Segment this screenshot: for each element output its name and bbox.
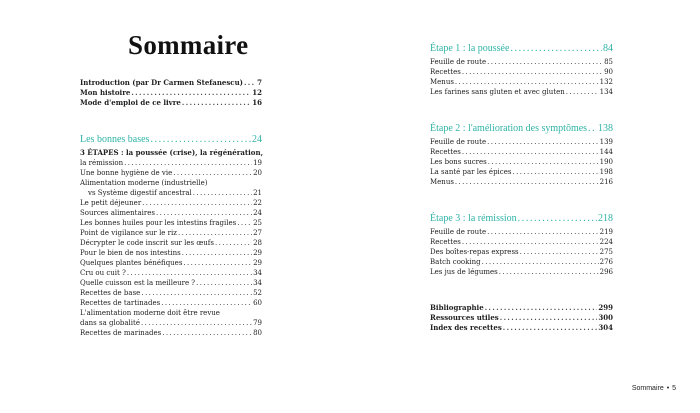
section-heading-page: 138 bbox=[598, 123, 613, 134]
toc-entry[interactable] bbox=[80, 238, 262, 248]
leader-dots bbox=[588, 123, 597, 135]
page-number: 5 bbox=[672, 385, 676, 392]
toc-entry-page: 90 bbox=[604, 68, 613, 76]
leader-dots bbox=[161, 298, 252, 308]
toc-entry-label: Bibliographie bbox=[430, 303, 484, 312]
toc-entry-page: 29 bbox=[253, 249, 262, 257]
toc-entry-label: la rémission bbox=[80, 159, 124, 167]
leader-dots bbox=[124, 158, 252, 168]
leader-dots bbox=[566, 87, 599, 97]
footer-bullet: • bbox=[666, 385, 670, 392]
leader-dots bbox=[183, 258, 252, 268]
toc-entry-label: Recettes bbox=[430, 238, 461, 246]
leader-dots bbox=[141, 318, 252, 328]
toc-entry-page: 29 bbox=[253, 259, 262, 267]
leader-dots bbox=[487, 227, 599, 237]
toc-entry[interactable] bbox=[430, 77, 613, 87]
toc-entry-page: 21 bbox=[253, 189, 262, 197]
toc-entry-page: 24 bbox=[253, 209, 262, 217]
toc-entry[interactable] bbox=[430, 257, 613, 267]
toc-entry-label: Index des recettes bbox=[430, 323, 502, 332]
leader-dots bbox=[237, 218, 252, 228]
toc-entry-page: 25 bbox=[253, 219, 262, 227]
leader-dots bbox=[150, 134, 251, 146]
toc-entry-label: Recettes de base bbox=[80, 289, 141, 297]
toc-entry-page: 190 bbox=[599, 158, 613, 166]
leader-dots bbox=[182, 98, 251, 108]
toc-entry[interactable] bbox=[430, 157, 613, 167]
leader-dots bbox=[482, 257, 599, 267]
leader-dots bbox=[462, 237, 599, 247]
toc-entry-label: Quelques plantes bénéfiques bbox=[80, 259, 183, 267]
leader-dots bbox=[173, 168, 252, 178]
section-heading-label: Étape 3 : la rémission bbox=[430, 213, 517, 224]
toc-entry-page: 275 bbox=[599, 248, 613, 256]
leader-dots bbox=[142, 198, 252, 208]
leader-dots bbox=[215, 238, 252, 248]
toc-entry-label: Les bonnes huiles pour les intestins fragiles bbox=[80, 219, 237, 227]
toc-entry-label: dans sa globalité bbox=[80, 319, 140, 327]
toc-entry-label: Point de vigilance sur le riz bbox=[80, 229, 177, 237]
leader-dots bbox=[131, 88, 251, 98]
leader-dots bbox=[518, 213, 597, 225]
toc-entry[interactable] bbox=[80, 208, 262, 218]
leader-dots bbox=[156, 208, 252, 218]
section-heading-bonnes-bases[interactable] bbox=[80, 134, 262, 146]
toc-entry[interactable] bbox=[80, 248, 262, 258]
leader-dots bbox=[487, 137, 599, 147]
toc-entry[interactable] bbox=[80, 328, 262, 338]
toc-entry-continued[interactable]: L'alimentation moderne doit être revue bbox=[80, 309, 220, 317]
toc-entry-label: Ressources utiles bbox=[430, 313, 499, 322]
toc-entry-label: Sources alimentaires bbox=[80, 209, 155, 217]
toc-entry[interactable] bbox=[80, 188, 262, 198]
leader-dots bbox=[499, 267, 599, 277]
toc-entry[interactable] bbox=[430, 137, 613, 147]
toc-entry[interactable] bbox=[80, 288, 262, 298]
toc-entry-page: 28 bbox=[253, 239, 262, 247]
toc-entry-label: Les jus de légumes bbox=[430, 268, 498, 276]
etape1-group bbox=[430, 43, 613, 97]
leader-dots bbox=[462, 147, 599, 157]
toc-entry[interactable] bbox=[80, 258, 262, 268]
toc-left-column bbox=[80, 78, 262, 338]
toc-entry-continued[interactable]: 3 ÉTAPES : la poussée (crise), la régénération, bbox=[80, 148, 264, 157]
toc-entry-label: Introduction (par Dr Carmen Stefanescu) bbox=[80, 78, 243, 87]
toc-entry[interactable] bbox=[430, 177, 613, 187]
toc-entry-page: 85 bbox=[604, 58, 613, 66]
leader-dots bbox=[127, 268, 252, 278]
toc-entry[interactable] bbox=[80, 88, 262, 98]
toc-entry[interactable] bbox=[430, 147, 613, 157]
toc-entry-label: Une bonne hygiène de vie bbox=[80, 169, 173, 177]
toc-entry[interactable] bbox=[430, 57, 613, 67]
section-heading-etape2[interactable] bbox=[430, 123, 613, 135]
section-heading-page: 218 bbox=[598, 213, 613, 224]
toc-entry-page: 304 bbox=[598, 323, 613, 332]
toc-entry[interactable] bbox=[80, 158, 262, 168]
toc-entry-page: 22 bbox=[253, 199, 262, 207]
leader-dots bbox=[462, 67, 603, 77]
toc-entry[interactable] bbox=[430, 227, 613, 237]
section-heading-etape1[interactable] bbox=[430, 43, 613, 55]
toc-entry[interactable] bbox=[80, 78, 262, 88]
toc-entry-page: 132 bbox=[599, 78, 613, 86]
leader-dots bbox=[182, 248, 252, 258]
toc-entry-label: Mode d'emploi de ce livre bbox=[80, 98, 181, 107]
leader-dots bbox=[244, 78, 256, 88]
section-heading-label: Étape 2 : l'amélioration des symptômes bbox=[430, 123, 588, 134]
leader-dots bbox=[485, 303, 598, 313]
toc-entry-page: 198 bbox=[599, 168, 613, 176]
toc-entry-label: Le petit déjeuner bbox=[80, 199, 142, 207]
toc-entry-page: 134 bbox=[599, 88, 613, 96]
toc-entry-label: Les farines sans gluten et avec gluten bbox=[430, 88, 565, 96]
annexes-group bbox=[430, 303, 613, 333]
toc-entry-page: 79 bbox=[253, 319, 262, 327]
section-heading-label: Les bonnes bases bbox=[80, 134, 150, 145]
toc-entry-page: 299 bbox=[598, 303, 613, 312]
section-heading-page: 84 bbox=[603, 43, 613, 54]
section-heading-page: 24 bbox=[252, 134, 262, 145]
leader-dots bbox=[196, 278, 252, 288]
leader-dots bbox=[503, 323, 598, 333]
toc-right-column bbox=[430, 43, 613, 333]
leader-dots bbox=[487, 57, 603, 67]
toc-entry[interactable] bbox=[430, 303, 613, 313]
toc-entry-label: Recettes bbox=[430, 148, 461, 156]
footer-label: Sommaire bbox=[631, 385, 664, 392]
leader-dots bbox=[455, 77, 599, 87]
toc-entry[interactable] bbox=[430, 267, 613, 277]
toc-entry-label: Recettes bbox=[430, 68, 461, 76]
toc-entry[interactable] bbox=[80, 228, 262, 238]
toc-entry-label: Feuille de route bbox=[430, 58, 487, 66]
toc-entry-label: La santé par les épices bbox=[430, 168, 512, 176]
toc-entry-page: 20 bbox=[253, 169, 262, 177]
toc-entry-label: Cru ou cuit ? bbox=[80, 269, 126, 277]
toc-entry-label: Recettes de marinades bbox=[80, 329, 162, 337]
toc-entry[interactable] bbox=[430, 313, 613, 323]
toc-entry-page: 34 bbox=[253, 279, 262, 287]
toc-entry-page: 80 bbox=[253, 329, 262, 337]
leader-dots bbox=[193, 188, 252, 198]
toc-entry-continued[interactable]: Alimentation moderne (industrielle) bbox=[80, 179, 208, 187]
toc-entry[interactable] bbox=[80, 278, 262, 288]
intro-group bbox=[80, 78, 262, 108]
toc-entry-label: Menus bbox=[430, 78, 454, 86]
toc-entry-page: 276 bbox=[599, 258, 613, 266]
toc-entry[interactable] bbox=[80, 298, 262, 308]
toc-entry-label: Décrypter le code inscrit sur les œufs bbox=[80, 239, 214, 247]
toc-entry-page: 52 bbox=[253, 289, 262, 297]
toc-entry-page: 34 bbox=[253, 269, 262, 277]
toc-entry-page: 60 bbox=[253, 299, 262, 307]
etape2-group bbox=[430, 123, 613, 187]
toc-entry-label: vs Système digestif ancestral bbox=[88, 189, 192, 197]
toc-entry[interactable] bbox=[430, 323, 613, 333]
toc-entry-page: 19 bbox=[253, 159, 262, 167]
leader-dots bbox=[488, 157, 599, 167]
toc-entry[interactable] bbox=[80, 268, 262, 278]
etape3-group bbox=[430, 213, 613, 277]
toc-entry-label: Feuille de route bbox=[430, 228, 487, 236]
leader-dots bbox=[162, 328, 252, 338]
toc-entry-page: 224 bbox=[599, 238, 613, 246]
leader-dots bbox=[510, 43, 602, 55]
toc-entry-page: 219 bbox=[599, 228, 613, 236]
leader-dots bbox=[455, 177, 599, 187]
toc-entry-label: Des boîtes-repas express bbox=[430, 248, 519, 256]
toc-entry-label: Recettes de tartinades bbox=[80, 299, 161, 307]
toc-entry-label: Quelle cuisson est la meilleure ? bbox=[80, 279, 196, 287]
toc-entry-label: Batch cooking bbox=[430, 258, 481, 266]
toc-entry-page: 216 bbox=[599, 178, 613, 186]
toc-entry[interactable] bbox=[80, 218, 262, 228]
toc-entry-label: Menus bbox=[430, 178, 454, 186]
toc-entry-label: Mon histoire bbox=[80, 88, 131, 97]
toc-entry-page: 7 bbox=[257, 78, 262, 87]
toc-entry-page: 300 bbox=[598, 313, 613, 322]
leader-dots bbox=[520, 247, 599, 257]
page-title: Sommaire bbox=[128, 30, 249, 60]
toc-entry-page: 12 bbox=[252, 88, 262, 97]
page-footer bbox=[632, 385, 676, 392]
section-heading-label: Étape 1 : la poussée bbox=[430, 43, 510, 54]
toc-entry-page: 139 bbox=[599, 138, 613, 146]
toc-entry-page: 296 bbox=[599, 268, 613, 276]
toc-entry[interactable] bbox=[430, 247, 613, 257]
toc-entry[interactable] bbox=[430, 87, 613, 97]
toc-entry[interactable] bbox=[430, 237, 613, 247]
leader-dots bbox=[512, 167, 598, 177]
toc-entry[interactable] bbox=[80, 198, 262, 208]
toc-entry-label: Pour le bien de nos intestins bbox=[80, 249, 181, 257]
section-heading-etape3[interactable] bbox=[430, 213, 613, 225]
toc-entry[interactable] bbox=[80, 168, 262, 178]
leader-dots bbox=[178, 228, 252, 238]
leader-dots bbox=[141, 288, 252, 298]
toc-entry[interactable] bbox=[80, 318, 262, 328]
leader-dots bbox=[500, 313, 598, 323]
toc-entry[interactable] bbox=[430, 167, 613, 177]
toc-entry-label: Les bons sucres bbox=[430, 158, 487, 166]
toc-entry[interactable] bbox=[80, 98, 262, 108]
toc-entry-page: 16 bbox=[252, 98, 262, 107]
toc-entry-label: Feuille de route bbox=[430, 138, 487, 146]
toc-entry[interactable] bbox=[430, 67, 613, 77]
toc-entry-page: 27 bbox=[253, 229, 262, 237]
toc-entry-page: 144 bbox=[599, 148, 613, 156]
